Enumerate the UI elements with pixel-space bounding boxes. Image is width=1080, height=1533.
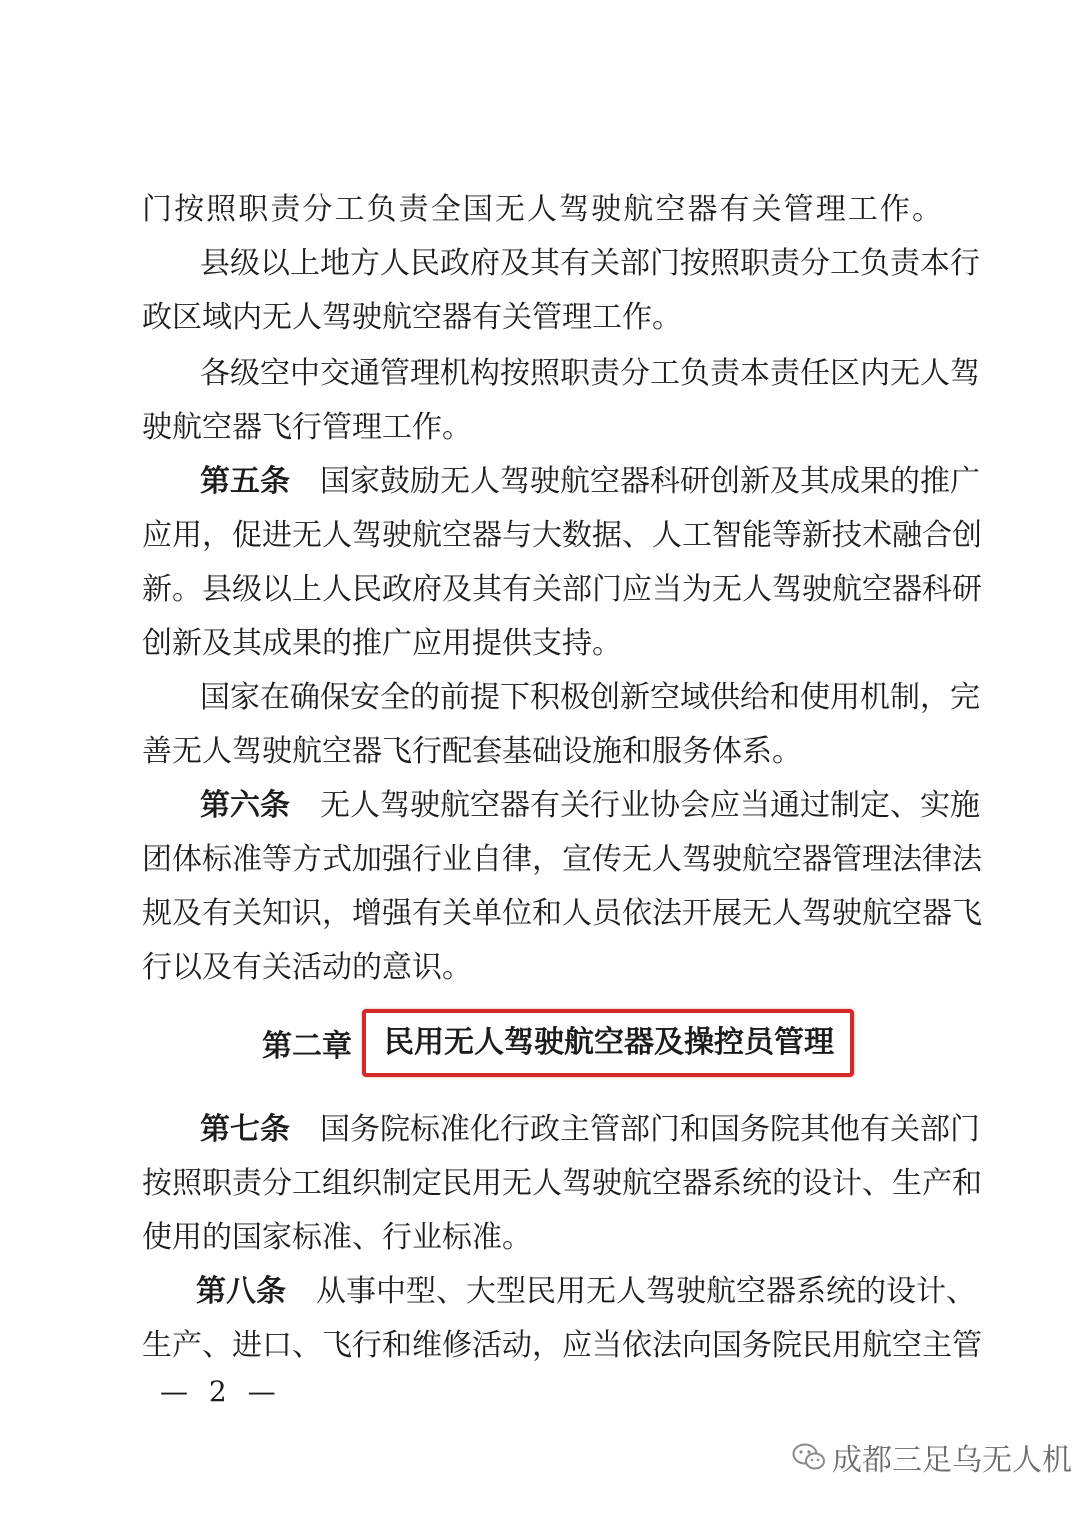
article-text: 国务院标准化行政主管部门和国务院其他有关部门 (320, 1112, 980, 1147)
text-line: 新。县级以上人民政府及其有关部门应当为无人驾驶航空器科研 (142, 572, 982, 607)
text-line: 按照职责分工组织制定民用无人驾驶航空器系统的设计、生产和 (142, 1166, 982, 1201)
watermark (792, 1437, 1072, 1477)
article-6-first-line (200, 786, 980, 826)
text-line: 使用的国家标准、行业标准。 (142, 1220, 532, 1255)
text-line: 创新及其成果的推广应用提供支持。 (142, 626, 622, 661)
text-line: 规及有关知识，增强有关单位和人员依法开展无人驾驶航空器飞 (142, 896, 982, 931)
text-line: 行以及有关活动的意识。 (142, 950, 472, 985)
article-text: 国家鼓励无人驾驶航空器科研创新及其成果的推广 (320, 464, 980, 499)
text-line: 国家在确保安全的前提下积极创新空域供给和使用机制，完 (200, 680, 980, 715)
chapter-title: 民用无人驾驶航空器及操控员管理 (384, 1025, 834, 1060)
article-label: 第八条 (196, 1274, 286, 1309)
article-7-first-line (200, 1110, 980, 1150)
watermark-text: 成都三足乌无人机 (832, 1443, 1072, 1478)
text-line: 门按照职责分工负责全国无人驾驶航空器有关管理工作。 (142, 192, 942, 227)
text-line: 生产、进口、飞行和维修活动，应当依法向国务院民用航空主管 (142, 1328, 982, 1363)
text-line: 团体标准等方式加强行业自律，宣传无人驾驶航空器管理法律法 (142, 842, 982, 877)
chapter-title-highlight (362, 1009, 854, 1077)
chapter-number: 第二章 (262, 1029, 352, 1064)
text-line: 善无人驾驶航空器飞行配套基础设施和服务体系。 (142, 734, 802, 769)
wechat-icon (792, 1442, 826, 1472)
text-line: 县级以上地方人民政府及其有关部门按照职责分工负责本行 (200, 246, 980, 281)
article-text: 无人驾驶航空器有关行业协会应当通过制定、实施 (320, 788, 980, 823)
article-text: 从事中型、大型民用无人驾驶航空器系统的设计、 (316, 1274, 976, 1309)
article-label: 第七条 (200, 1112, 290, 1147)
page-number: — 2 — (160, 1375, 282, 1408)
article-label: 第六条 (200, 788, 290, 823)
article-5-first-line (200, 462, 980, 502)
text-line: 驶航空器飞行管理工作。 (142, 410, 472, 445)
text-line: 政区域内无人驾驶航空器有关管理工作。 (142, 300, 682, 335)
article-label: 第五条 (200, 464, 290, 499)
chapter-heading (262, 1006, 854, 1080)
article-8-first-line (196, 1272, 976, 1312)
text-line: 各级空中交通管理机构按照职责分工负责本责任区内无人驾 (200, 356, 980, 391)
text-line: 应用，促进无人驾驶航空器与大数据、人工智能等新技术融合创 (142, 518, 982, 553)
